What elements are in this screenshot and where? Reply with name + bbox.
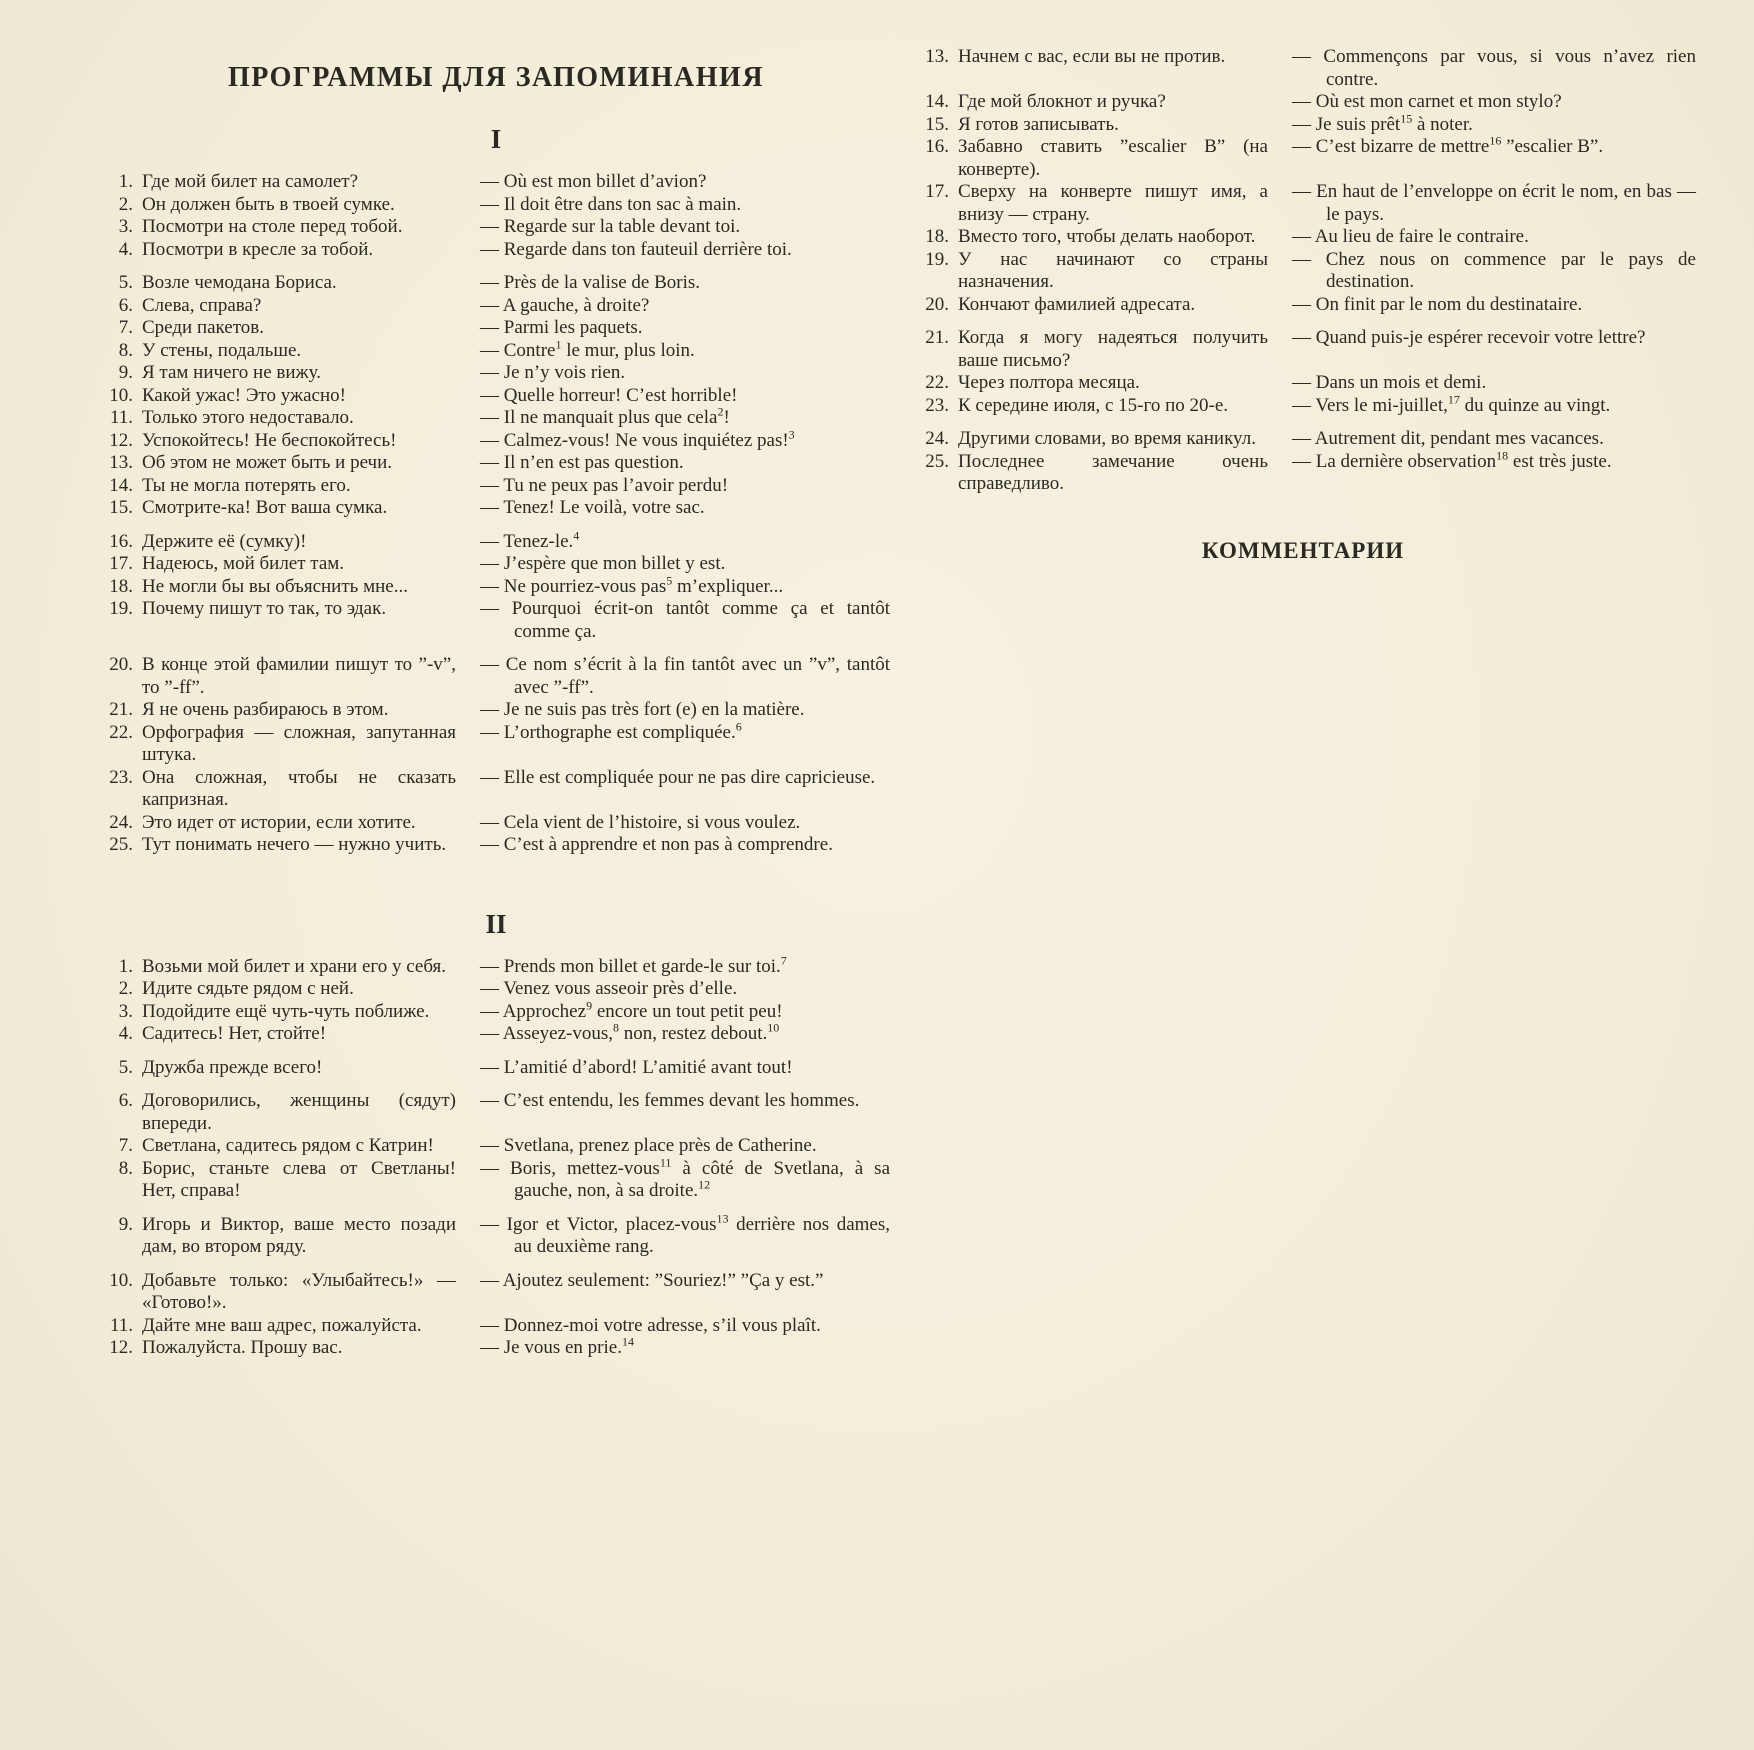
translation-pair <box>100 528 892 554</box>
translation-pair <box>100 1155 892 1203</box>
pair-number: 25. <box>925 450 949 472</box>
translation-pair <box>100 598 892 643</box>
pair-russian-text: Дружба прежде всего! <box>142 1056 323 1078</box>
translation-pair <box>100 385 892 408</box>
pair-russian-text: Договорились, женщины (сядут) впереди. <box>142 1090 456 1134</box>
pair-number: 6. <box>118 294 133 316</box>
pair-russian-text: Борис, станьте слева от Светланы! Нет, справа! <box>142 1157 456 1201</box>
pair-russian-text: Игорь и Виктор, ваше место позади дам, во втором ряду. <box>142 1213 456 1257</box>
pair-russian-text: Смотрите-ка! Вот ваша сумка. <box>142 497 388 518</box>
pair-russian-text: Кончают фамилией адресата. <box>958 293 1196 315</box>
translation-pair <box>908 133 1698 181</box>
section-1-label: I <box>490 124 502 154</box>
translation-pair <box>100 998 892 1024</box>
pair-number: 20. <box>109 654 133 675</box>
pair-french-text: — Au lieu de faire le contraire. <box>1292 226 1529 247</box>
translation-pair <box>908 372 1698 395</box>
pair-french-text: — Donnez-moi votre adresse, s’il vous plaît. <box>480 1314 821 1336</box>
pair-french-text: — Tu ne peux pas l’avoir perdu! <box>480 474 729 496</box>
pair-number: 14. <box>925 91 949 112</box>
pair-russian-text: Не могли бы вы объяснить мне... <box>142 575 408 597</box>
translation-pair <box>908 327 1698 372</box>
pair-french-text: — Venez vous asseoir près d’elle. <box>480 978 738 999</box>
pair-number: 25. <box>109 834 133 855</box>
pair-french-text: — Près de la valise de Boris. <box>480 272 701 293</box>
pair-russian-text: Через полтора месяца. <box>958 372 1140 393</box>
pair-russian-text: Забавно ставить ”escalier B” (на конверте). <box>958 136 1268 180</box>
pair-french-text: — Calmez-vous! Ne vous inquiétez pas!$^3$ <box>480 427 795 451</box>
pair-number: 1. <box>118 171 133 192</box>
translation-pair <box>100 1315 892 1338</box>
pair-french-text: — Je n’y vois rien. <box>480 362 626 383</box>
pair-french-text: — Je vous en prie.$^{14}$ <box>480 1334 634 1358</box>
translation-pair <box>100 427 892 453</box>
pair-number: 17. <box>109 553 133 574</box>
pair-french-text: — C’est à apprendre et non pas à comprendre. <box>480 834 833 855</box>
pair-russian-text: Начнем с вас, если вы не против. <box>958 46 1226 67</box>
pair-number: 22. <box>109 721 133 743</box>
pair-french-text: — Chez nous on commence par le pays de destination. <box>1292 248 1696 292</box>
pair-russian-text: Я не очень разбираюсь в этом. <box>142 699 389 720</box>
section-2-pairs <box>100 953 892 1360</box>
pair-french-text: — Commençons par vous, si vous n’avez rien contre. <box>1292 46 1696 90</box>
pair-number: 5. <box>118 1056 133 1078</box>
pair-french-text: — C’est bizarre de mettre$^{16}$ ”escalier B”. <box>1292 133 1604 157</box>
pair-french-text: — C’est entendu, les femmes devant les hommes. <box>480 1090 860 1111</box>
translation-pair <box>100 699 892 722</box>
section-1-pairs <box>100 171 892 857</box>
pair-number: 4. <box>118 1023 133 1044</box>
pair-russian-text: Орфография — сложная, запутанная штука. <box>142 721 456 765</box>
pair-number: 4. <box>118 238 133 260</box>
translation-pair <box>908 226 1698 249</box>
translation-pair <box>908 428 1698 451</box>
pair-number: 10. <box>109 1269 133 1291</box>
pair-russian-text: Подойдите ещё чуть-чуть поближе. <box>142 1000 430 1022</box>
pair-number: 16. <box>925 136 949 157</box>
translation-pair <box>100 475 892 498</box>
pair-russian-text: В конце этой фамилии пишут то ”-v”, то ”-ff”. <box>142 654 456 698</box>
translation-pair <box>100 216 892 239</box>
pair-russian-text: Надеюсь, мой билет там. <box>142 553 345 574</box>
pair-russian-text: Ты не могла потерять его. <box>142 474 351 496</box>
translation-pair <box>100 553 892 576</box>
translation-pair <box>100 295 892 318</box>
translation-pair <box>100 272 892 295</box>
pair-french-text: — Tenez-le.$^4$ <box>480 528 580 552</box>
pair-french-text: — En haut de l’enveloppe on écrit le nom, en bas — le pays. <box>1292 181 1696 225</box>
pair-number: 5. <box>118 272 133 293</box>
pair-russian-text: Где мой билет на самолет? <box>142 171 359 192</box>
translation-pair <box>100 1020 892 1046</box>
section-2-label: II <box>485 908 507 939</box>
pair-number: 24. <box>925 428 949 449</box>
translation-pair <box>908 46 1698 91</box>
translation-pair <box>100 404 892 430</box>
pair-number: 1. <box>118 955 133 977</box>
pair-number: 12. <box>109 1337 133 1358</box>
pair-russian-text: Об этом не может быть и речи. <box>142 452 393 473</box>
pair-number: 2. <box>118 193 133 215</box>
translation-pair <box>100 767 892 812</box>
pair-russian-text: Другими словами, во время каникул. <box>958 428 1256 449</box>
pair-russian-text: Вместо того, чтобы делать наоборот. <box>958 226 1256 247</box>
pair-russian-text: Светлана, садитесь рядом с Катрин! <box>142 1135 434 1156</box>
pair-number: 24. <box>109 811 133 833</box>
pair-number: 10. <box>109 384 133 406</box>
pair-french-text: — Igor et Victor, placez-vous$^{13}$ derrière nos dames, au deuxième rang. <box>480 1211 890 1257</box>
pair-french-text: — Ajoutez seulement: ”Souriez!” ”Ça y est.” <box>480 1269 824 1291</box>
pair-number: 21. <box>925 327 949 348</box>
pair-french-text: — Dans un mois et demi. <box>1292 372 1487 393</box>
pair-french-text: — Autrement dit, pendant mes vacances. <box>1292 428 1604 449</box>
translation-pair <box>100 171 892 194</box>
translation-pair <box>100 812 892 835</box>
pair-russian-text: Он должен быть в твоей сумке. <box>142 193 395 215</box>
translation-pair <box>100 362 892 385</box>
translation-pair <box>100 834 892 857</box>
translation-pair <box>100 1211 892 1259</box>
pair-russian-text: Добавьте только: «Улыбайтесь!» — «Готово!». <box>142 1269 456 1313</box>
pair-number: 7. <box>118 317 133 338</box>
pair-french-text: — La dernière observation$^{18}$ est très juste. <box>1292 448 1612 472</box>
pair-russian-text: Садитесь! Нет, стойте! <box>142 1023 327 1044</box>
pair-number: 19. <box>925 248 949 270</box>
translation-pair <box>100 497 892 520</box>
page-title: ПРОГРАММЫ ДЛЯ ЗАПОМИНАНИЯ <box>227 62 765 93</box>
pair-russian-text: Я готов записывать. <box>958 113 1119 135</box>
pair-russian-text: Тут понимать нечего — нужно учить. <box>142 834 447 855</box>
pair-french-text: — Quand puis-je espérer recevoir votre lettre? <box>1292 327 1646 348</box>
translation-pair <box>100 654 892 699</box>
pair-french-text: — On finit par le nom du destinataire. <box>1292 293 1583 315</box>
pair-number: 13. <box>925 46 949 67</box>
pair-russian-text: У стены, подальше. <box>142 339 302 361</box>
translation-pair <box>100 1135 892 1158</box>
pair-russian-text: Держите её (сумку)! <box>142 530 307 552</box>
pair-number: 3. <box>118 216 133 237</box>
pair-french-text: — Regarde sur la table devant toi. <box>480 216 741 237</box>
pair-french-text: — Cela vient de l’histoire, si vous voulez. <box>480 811 801 833</box>
pair-russian-text: К середине июля, с 15-го по 20-е. <box>958 394 1229 416</box>
pair-number: 11. <box>109 1314 133 1336</box>
pair-french-text: — Quelle horreur! C’est horrible! <box>480 384 738 406</box>
pair-russian-text: Пожалуйста. Прошу вас. <box>142 1337 343 1358</box>
pair-number: 14. <box>109 474 133 496</box>
pair-french-text: — Contre$^1$ le mur, plus loin. <box>480 337 695 361</box>
translation-pair <box>908 294 1698 317</box>
pair-russian-text: Возьми мой билет и храни его у себя. <box>142 955 446 977</box>
pair-number: 12. <box>109 429 133 451</box>
pair-russian-text: Последнее замечание очень справедливо. <box>958 450 1268 494</box>
pair-russian-text: Идите сядьте рядом с ней. <box>142 978 354 999</box>
pair-french-text: — Il n’en est pas question. <box>480 452 684 473</box>
pair-french-text: — Tenez! Le voilà, votre sac. <box>480 497 705 518</box>
pair-french-text: — Où est mon carnet et mon stylo? <box>1292 91 1562 112</box>
pair-french-text: — Prends mon billet et garde-le sur toi.$^7$ <box>480 953 787 977</box>
pair-number: 11. <box>109 407 133 428</box>
pair-french-text: — Ce nom s’écrit à la fin tantôt avec un ”v”, tantôt avec ”-ff”. <box>480 654 890 698</box>
pair-french-text: — L’orthographe est compliquée.$^6$ <box>480 719 742 743</box>
pair-russian-text: Когда я могу надеяться получить ваше письмо? <box>958 327 1268 371</box>
pair-russian-text: Возле чемодана Бориса. <box>142 272 337 293</box>
translation-pair <box>100 1057 892 1080</box>
translation-pair <box>100 953 892 979</box>
pair-number: 15. <box>109 497 133 518</box>
pair-russian-text: Какой ужас! Это ужасно! <box>142 384 346 406</box>
pair-french-text: — Ne pourriez-vous pas$^5$ m’expliquer... <box>480 573 784 597</box>
pair-russian-text: Среди пакетов. <box>142 317 265 338</box>
translation-pair <box>908 111 1698 137</box>
pair-french-text: — Je ne suis pas très fort (e) en la matière. <box>480 699 805 720</box>
pair-russian-text: Слева, справа? <box>142 294 262 316</box>
pair-russian-text: Дайте мне ваш адрес, пожалуйста. <box>142 1314 422 1336</box>
pair-russian-text: У нас начинают со страны назначения. <box>958 248 1268 292</box>
pair-number: 21. <box>109 699 133 720</box>
translation-pair <box>100 337 892 363</box>
pair-number: 8. <box>118 339 133 361</box>
pair-french-text: — Parmi les paquets. <box>480 317 643 338</box>
pair-russian-text: Только этого недоставало. <box>142 407 354 428</box>
pair-number: 22. <box>925 372 949 393</box>
pair-number: 23. <box>925 394 949 416</box>
translation-pair <box>100 194 892 217</box>
pair-russian-text: Посмотри в кресле за тобой. <box>142 238 374 260</box>
pair-number: 19. <box>109 598 133 619</box>
pair-french-text: — Où est mon billet d’avion? <box>480 171 707 192</box>
translation-pair <box>100 317 892 340</box>
pair-french-text: — Vers le mi-juillet,$^{17}$ du quinze au vingt. <box>1292 392 1611 416</box>
translation-pair <box>100 239 892 262</box>
pair-number: 16. <box>109 530 133 552</box>
pair-french-text: — Il doit être dans ton sac à main. <box>480 193 742 215</box>
pair-french-text: — L’amitié d’abord! L’amitié avant tout! <box>480 1056 793 1078</box>
pair-russian-text: Почему пишут то так, то эдак. <box>142 598 387 619</box>
translation-pair <box>908 448 1698 496</box>
pair-russian-text: Успокойтесь! Не беспокойтесь! <box>142 429 397 451</box>
pair-russian-text: Где мой блокнот и ручка? <box>958 91 1166 112</box>
pair-number: 3. <box>118 1000 133 1022</box>
translation-pair <box>100 719 892 767</box>
pair-number: 15. <box>925 113 949 135</box>
pair-number: 8. <box>118 1157 133 1179</box>
pair-french-text: — J’espère que mon billet y est. <box>480 553 726 574</box>
pair-russian-text: Посмотри на столе перед тобой. <box>142 216 403 237</box>
pair-french-text: — Boris, mettez-vous$^{11}$ à côté de Svetlana, à sa gauche, non, à sa droite.$^{12}$ <box>480 1155 891 1201</box>
comments-title: КОММЕНТАРИИ <box>1201 537 1405 563</box>
pair-french-text: — Il ne manquait plus que cela$^2$! <box>480 404 730 428</box>
pair-number: 18. <box>925 226 949 247</box>
pair-french-text: — Svetlana, prenez place près de Catherine. <box>480 1135 817 1156</box>
translation-pair <box>908 181 1698 226</box>
right-column <box>908 46 1698 582</box>
pair-number: 20. <box>925 293 949 315</box>
pair-number: 13. <box>109 452 133 473</box>
pair-number: 23. <box>109 766 133 788</box>
pair-french-text: — Asseyez-vous,$^8$ non, restez debout.$^{10}$ <box>480 1020 780 1044</box>
translation-pair <box>100 978 892 1001</box>
pair-number: 9. <box>118 1213 133 1235</box>
translation-pair <box>100 1270 892 1315</box>
pair-russian-text: Сверху на конверте пишут имя, а внизу — страну. <box>958 181 1268 225</box>
pair-russian-text: Я там ничего не вижу. <box>142 362 322 383</box>
pair-french-text: — Approchez$^9$ encore un tout petit peu! <box>480 998 783 1022</box>
pair-number: 18. <box>109 575 133 597</box>
left-column <box>100 50 892 1360</box>
pair-french-text: — Pourquoi écrit-on tantôt comme ça et tantôt comme ça. <box>480 598 890 642</box>
pair-french-text: — Je suis prêt$^{15}$ à noter. <box>1292 111 1473 135</box>
translation-pair <box>100 573 892 599</box>
pair-number: 2. <box>118 978 133 999</box>
pair-number: 7. <box>118 1135 133 1156</box>
pair-russian-text: Это идет от истории, если хотите. <box>142 811 416 833</box>
pair-russian-text: Она сложная, чтобы не сказать капризная. <box>142 766 456 810</box>
translation-pair <box>908 91 1698 114</box>
translation-pair <box>100 1090 892 1135</box>
pair-number: 17. <box>925 181 949 202</box>
pair-french-text: — A gauche, à droite? <box>480 294 650 316</box>
section-2-continued-pairs <box>908 46 1698 496</box>
pair-french-text: — Regarde dans ton fauteuil derrière toi. <box>480 238 792 260</box>
translation-pair <box>100 452 892 475</box>
pair-french-text: — Elle est compliquée pour ne pas dire capricieuse. <box>480 766 876 788</box>
pair-number: 6. <box>118 1090 133 1111</box>
pair-number: 9. <box>118 362 133 383</box>
translation-pair <box>100 1334 892 1360</box>
translation-pair <box>908 249 1698 294</box>
translation-pair <box>908 392 1698 418</box>
